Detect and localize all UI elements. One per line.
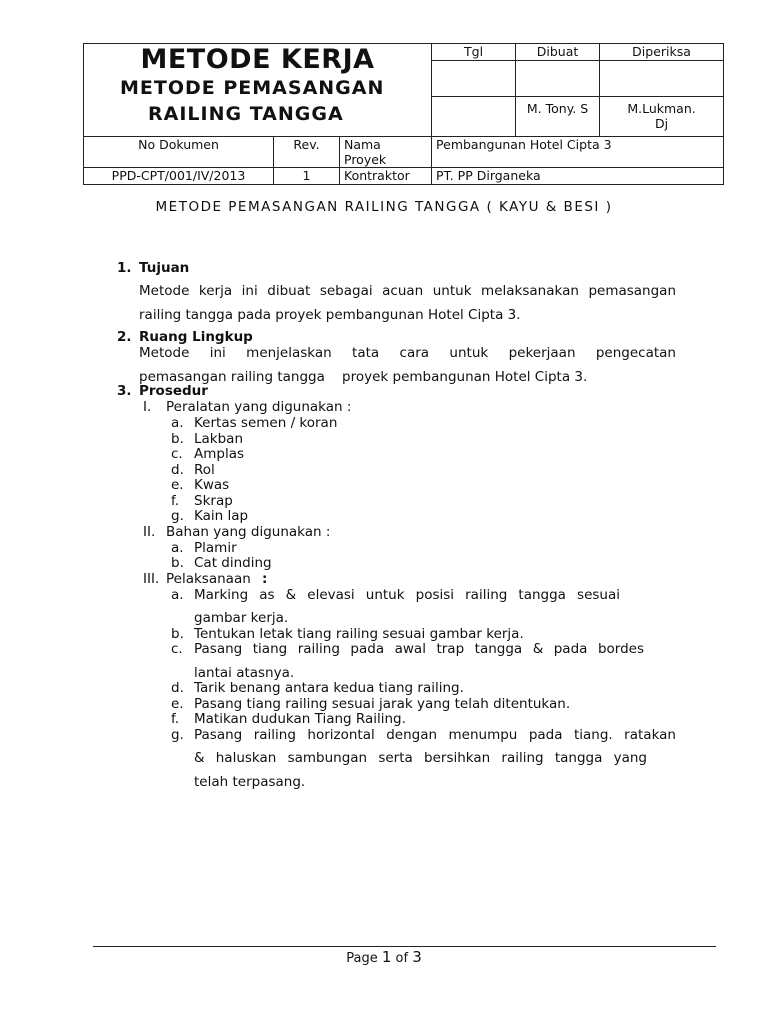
document-title: METODE PEMASANGAN RAILING TANGGA ( KAYU & BESI ): [155, 199, 613, 215]
list-item-mark: b.: [171, 431, 184, 447]
list-item-mark: g.: [171, 727, 184, 743]
sub-1-number: I.: [143, 399, 152, 415]
list-item: Tentukan letak tiang railing sesuai gambar kerja.: [194, 626, 524, 642]
diperiksa-name-1: M.Lukman.: [627, 101, 696, 116]
dibuat-name: M. Tony. S: [516, 97, 600, 137]
list-item: Amplas: [194, 446, 245, 462]
section-3-title: Prosedur: [139, 383, 208, 399]
section-1-title: Tujuan: [139, 260, 190, 276]
list-item-mark: e.: [171, 477, 184, 493]
col-tgl: Tgl: [432, 44, 516, 61]
list-item-mark: b.: [171, 555, 184, 571]
sub-3-title: Pelaksanaan: [166, 571, 251, 587]
diperiksa-signature-cell: [600, 61, 724, 97]
document-header-table: [83, 43, 724, 185]
no-dokumen-value: PPD-CPT/001/IV/2013: [84, 168, 274, 185]
section-2-title: Ruang Lingkup: [139, 329, 253, 345]
list-item-mark: a.: [171, 540, 184, 556]
sub-3-number: III.: [143, 571, 160, 587]
list-item: Lakban: [194, 431, 244, 447]
diperiksa-name-2: Dj: [654, 116, 669, 131]
list-item: Cat dinding: [194, 555, 272, 571]
of-word: of: [395, 951, 409, 966]
title-sub-2: RAILING TANGGA: [148, 103, 344, 125]
page-footer: [0, 948, 768, 966]
section-1-line-2: railing tangga pada proyek pembangunan Hotel Cipta 3.: [139, 307, 521, 323]
list-item-mark: c.: [171, 641, 183, 657]
diperiksa-name-cell: [600, 97, 724, 137]
sub-2-number: II.: [143, 524, 156, 540]
title-main: METODE KERJA: [140, 44, 375, 75]
nama-proyek-label-2: Proyek: [344, 152, 387, 167]
list-item-mark: e.: [171, 696, 184, 712]
rev-label: Rev.: [274, 137, 340, 168]
col-diperiksa: Diperiksa: [600, 44, 724, 61]
list-item: Plamir: [194, 540, 237, 556]
list-item-mark: c.: [171, 446, 183, 462]
list-item: Kain lap: [194, 508, 249, 524]
list-item-mark: a.: [171, 415, 184, 431]
list-item-continuation: telah terpasang.: [194, 774, 306, 790]
dibuat-signature-cell: [516, 61, 600, 97]
list-item: Matikan dudukan Tiang Railing.: [194, 711, 406, 727]
list-item: Marking as & elevasi untuk posisi railing tangga sesuai: [194, 587, 620, 603]
sub-2-title: Bahan yang digunakan :: [166, 524, 331, 540]
section-2-number: 2.: [117, 329, 132, 345]
kontraktor-value: PT. PP Dirganeka: [432, 168, 724, 185]
list-item-mark: f.: [171, 711, 180, 727]
list-item-continuation: gambar kerja.: [194, 610, 289, 626]
footer-divider: [93, 946, 716, 947]
page-word: Page: [346, 951, 378, 966]
list-item-continuation: lantai atasnya.: [194, 665, 295, 681]
tgl-name-cell: [432, 97, 516, 137]
list-item-mark: a.: [171, 587, 184, 603]
title-cell: [84, 44, 432, 137]
rev-value: 1: [274, 168, 340, 185]
list-item-mark: d.: [171, 680, 184, 696]
tgl-signature-cell: [432, 61, 516, 97]
list-item-mark: b.: [171, 626, 184, 642]
list-item: Pasang railing horizontal dengan menumpu pada tiang. ratakan: [194, 727, 676, 743]
list-item: Rol: [194, 462, 215, 478]
list-item: Skrap: [194, 493, 233, 509]
list-item-mark: g.: [171, 508, 184, 524]
nama-proyek-label-1: Nama: [344, 137, 381, 152]
section-1-line-1: Metode kerja ini dibuat sebagai acuan untuk melaksanakan pemasangan: [139, 283, 676, 299]
nama-proyek-value: Pembangunan Hotel Cipta 3: [432, 137, 724, 168]
no-dokumen-label: No Dokumen: [84, 137, 274, 168]
nama-proyek-label: [340, 137, 432, 168]
page-current: 1: [381, 948, 392, 966]
sub-3-colon: :: [262, 571, 268, 587]
section-1-number: 1.: [117, 260, 132, 276]
section-2-line-2: pemasangan railing tangga proyek pembangunan Hotel Cipta 3.: [139, 369, 588, 385]
section-3-number: 3.: [117, 383, 132, 399]
list-item-mark: f.: [171, 493, 180, 509]
list-item: Pasang tiang railing pada awal trap tangga & pada bordes: [194, 641, 644, 657]
section-2-line-1: Metode ini menjelaskan tata cara untuk pekerjaan pengecatan: [139, 345, 676, 361]
list-item-continuation: & haluskan sambungan serta bersihkan railing tangga yang: [194, 750, 647, 766]
col-dibuat: Dibuat: [516, 44, 600, 61]
sub-1-title: Peralatan yang digunakan :: [166, 399, 352, 415]
list-item: Tarik benang antara kedua tiang railing.: [194, 680, 464, 696]
list-item: Pasang tiang railing sesuai jarak yang telah ditentukan.: [194, 696, 571, 712]
page-total: 3: [412, 948, 422, 966]
list-item-mark: d.: [171, 462, 184, 478]
list-item: Kwas: [194, 477, 230, 493]
title-sub-1: METODE PEMASANGAN: [120, 77, 385, 99]
list-item: Kertas semen / koran: [194, 415, 338, 431]
kontraktor-label: Kontraktor: [340, 168, 432, 185]
